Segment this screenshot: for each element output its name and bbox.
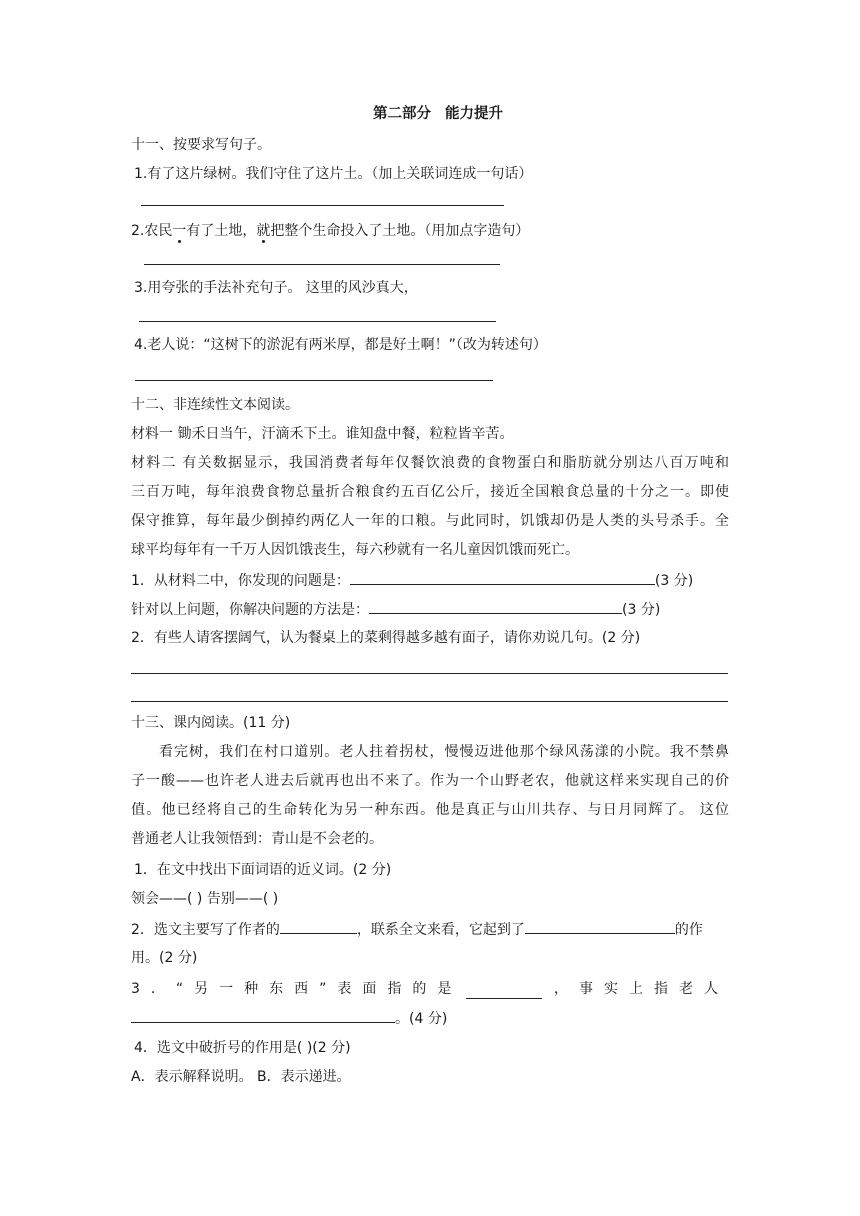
material-2-line-4: 球平均每年有一千万人因饥饿丧生，每六秒就有一名儿童因饥饿而死亡。	[131, 542, 579, 558]
section-13-heading: 十三、课内阅读。(11 分)	[131, 715, 291, 731]
s11-question-4: 4.老人说：“这树下的淤泥有两米厚，都是好土啊！”（改为转述句）	[134, 337, 547, 353]
s11-answer-line-2[interactable]	[144, 264, 500, 265]
s13-blank-surface[interactable]	[466, 984, 542, 999]
emphasis-dot-char: 一	[172, 223, 187, 239]
passage-line-1: 看完树，我们在村口道别。老人拄着拐杖，慢慢迈进他那个绿风荡漾的小院。我不禁鼻	[159, 744, 729, 760]
page-title	[373, 104, 503, 124]
s11-answer-line-3[interactable]	[139, 321, 496, 322]
s11-answer-line-1[interactable]	[141, 205, 504, 206]
s12-question-2: 2．有些人请客摆阔气，认为餐桌上的菜剩得越多越有面子，请你劝说几句。(2 分)	[131, 630, 641, 646]
s11-question-3: 3.用夸张的手法补充句子。 这里的风沙真大，	[134, 280, 418, 296]
section-12-heading: 十二、非连续性文本阅读。	[131, 397, 299, 413]
s11-question-2: 2.农民一有了土地，就把整个生命投入了土地。（用加点字造句）	[131, 223, 530, 239]
passage-line-4: 普通老人让我领悟到：青山是不会老的。	[131, 831, 383, 847]
passage-line-3: 值。他已经将自己的生命转化为另一种东西。他是真正与山川共存、与日月同辉了。 这位	[131, 802, 729, 818]
s13-blank-function[interactable]	[525, 919, 675, 934]
s13-question-2: 2．选文主要写了作者的 ，联系全文来看，它起到了 的作	[131, 919, 703, 940]
material-2-line-2: 三百万吨，每年浪费食物总量折合粮食约五百亿公斤，接近全国粮食总量的十分之一。即使	[131, 484, 729, 500]
section-11-heading: 十一、按要求写句子。	[131, 137, 271, 153]
passage-line-2: 子一酸——也许老人进去后就再也出不来了。作为一个山野老农，他就这样来实现自己的价	[131, 773, 729, 789]
s13-question-4: 4．选文中破折号的作用是( )(2 分)	[134, 1040, 351, 1056]
title-part-2: 能力提升	[445, 106, 503, 122]
s13-blank-writes[interactable]	[280, 919, 357, 934]
s13-question-1: 1．在文中找出下面词语的近义词。(2 分)	[134, 862, 392, 878]
material-1: 材料一 锄禾日当午，汗滴禾下土。谁知盘中餐，粒粒皆辛苦。	[131, 426, 514, 442]
s12-answer-line-2[interactable]	[131, 701, 728, 702]
s12-blank-solution[interactable]	[369, 599, 622, 614]
s13-question-2-cont: 用。(2 分)	[131, 950, 198, 966]
s12-blank-problem[interactable]	[350, 570, 655, 585]
emphasis-dot-char: 就	[256, 223, 271, 239]
s11-question-1: 1.有了这片绿树。我们守住了这片土。（加上关联词连成一句话）	[134, 166, 533, 182]
s12-question-1: 1．从材料二中，你发现的问题是： (3 分)	[131, 570, 693, 591]
s12-question-1b: 针对以上问题，你解决问题的方法是： (3 分)	[131, 599, 660, 620]
s13-question-3: 3．“另一种东西”表面指的是 ，事实上指老人	[131, 981, 729, 997]
material-2-line-1: 材料二 有关数据显示，我国消费者每年仅餐饮浪费的食物蛋白和脂肪就分别达八百万吨和	[131, 455, 729, 471]
s13-question-3-cont: 。(4 分)	[131, 1008, 447, 1029]
s11-answer-line-4[interactable]	[135, 380, 493, 381]
s12-answer-line-1[interactable]	[131, 673, 728, 674]
s13-question-1-words: 领会——( ) 告别——( )	[131, 891, 279, 907]
s13-blank-actual[interactable]	[131, 1008, 395, 1023]
title-part-1: 第二部分	[373, 106, 431, 122]
s13-question-4-options: A．表示解释说明。 B．表示递进。	[131, 1069, 351, 1085]
material-2-line-3: 保守推算，每年最少倒掉约两亿人一年的口粮。与此同时，饥饿却仍是人类的头号杀手。全	[131, 513, 729, 529]
